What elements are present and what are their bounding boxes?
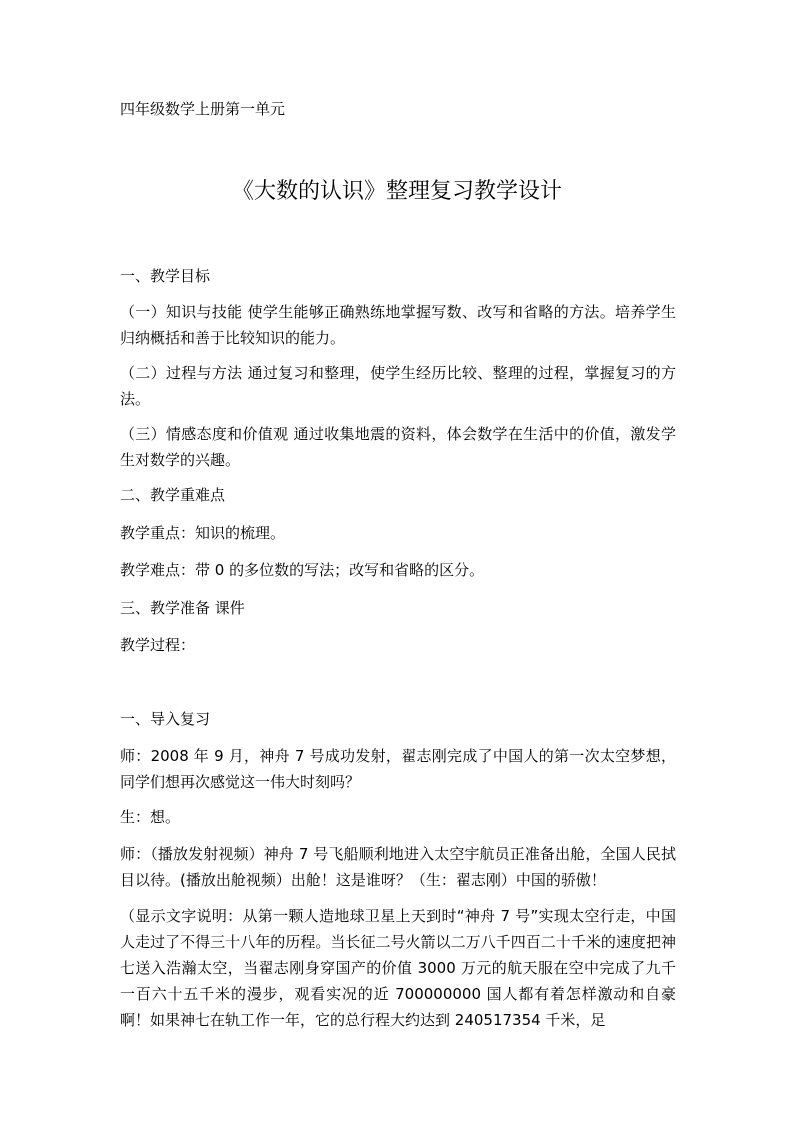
teacher-line-2: 师：（播放发射视频）神舟 7 号飞船顺利地进入太空宇航员正准备出舱，全国人民拭目以待。(播放出舱视频）出舱！这是谁呀？（生：翟志刚）中国的骄傲！ (120, 845, 676, 889)
key-point: 教学重点：知识的梳理。 (120, 524, 286, 542)
goal-knowledge-skills: （一）知识与技能 使学生能够正确熟练地掌握写数、改写和省略的方法。培养学生归纳概括和善于比较知识的能力。 (120, 303, 676, 347)
preparation: 三、教学准备 课件 (120, 599, 245, 617)
difficult-point: 教学难点：带 0 的多位数的写法；改写和省略的区分。 (120, 561, 485, 579)
intro-heading: 一、导入复习 (120, 710, 211, 728)
student-line-1: 生：想。 (120, 808, 181, 826)
goals-heading: 一、教学目标 (120, 267, 211, 285)
unit-heading: 四年级数学上册第一单元 (120, 100, 286, 118)
goal-emotion-values: （三）情感态度和价值观 通过收集地震的资料，体会数学在生活中的价值，激发学生对数学的兴趣。 (120, 425, 676, 469)
key-points-heading: 二、教学重难点 (120, 486, 226, 504)
display-note: （显示文字说明：从第一颗人造地球卫星上天到时“神舟 7 号”实现太空行走，中国人走过了不得三十八年的历程。当长征二号火箭以二万八千四百二十千米的速度把神七送入浩瀚太空，当翟志刚身穿国产的价值 3000 万元的航天服在空中完成了九千一百六十五千米的漫步，观看实况的近 700000000 国人都有着怎样激动和自豪啊！如果神七在轨工作一年，它的总行程大约达到 240517354 千米，足 (120, 907, 676, 1029)
process-label: 教学过程： (120, 636, 196, 654)
goal-process-method: （二）过程与方法 通过复习和整理，使学生经历比较、整理的过程，掌握复习的方法。 (120, 364, 676, 408)
page-title: 《大数的认识》整理复习教学设计 (231, 179, 562, 204)
teacher-line-1: 师：2008 年 9 月，神舟 7 号成功发射，翟志刚完成了中国人的第一次太空梦想，同学们想再次感觉这一伟大时刻吗？ (120, 747, 676, 791)
